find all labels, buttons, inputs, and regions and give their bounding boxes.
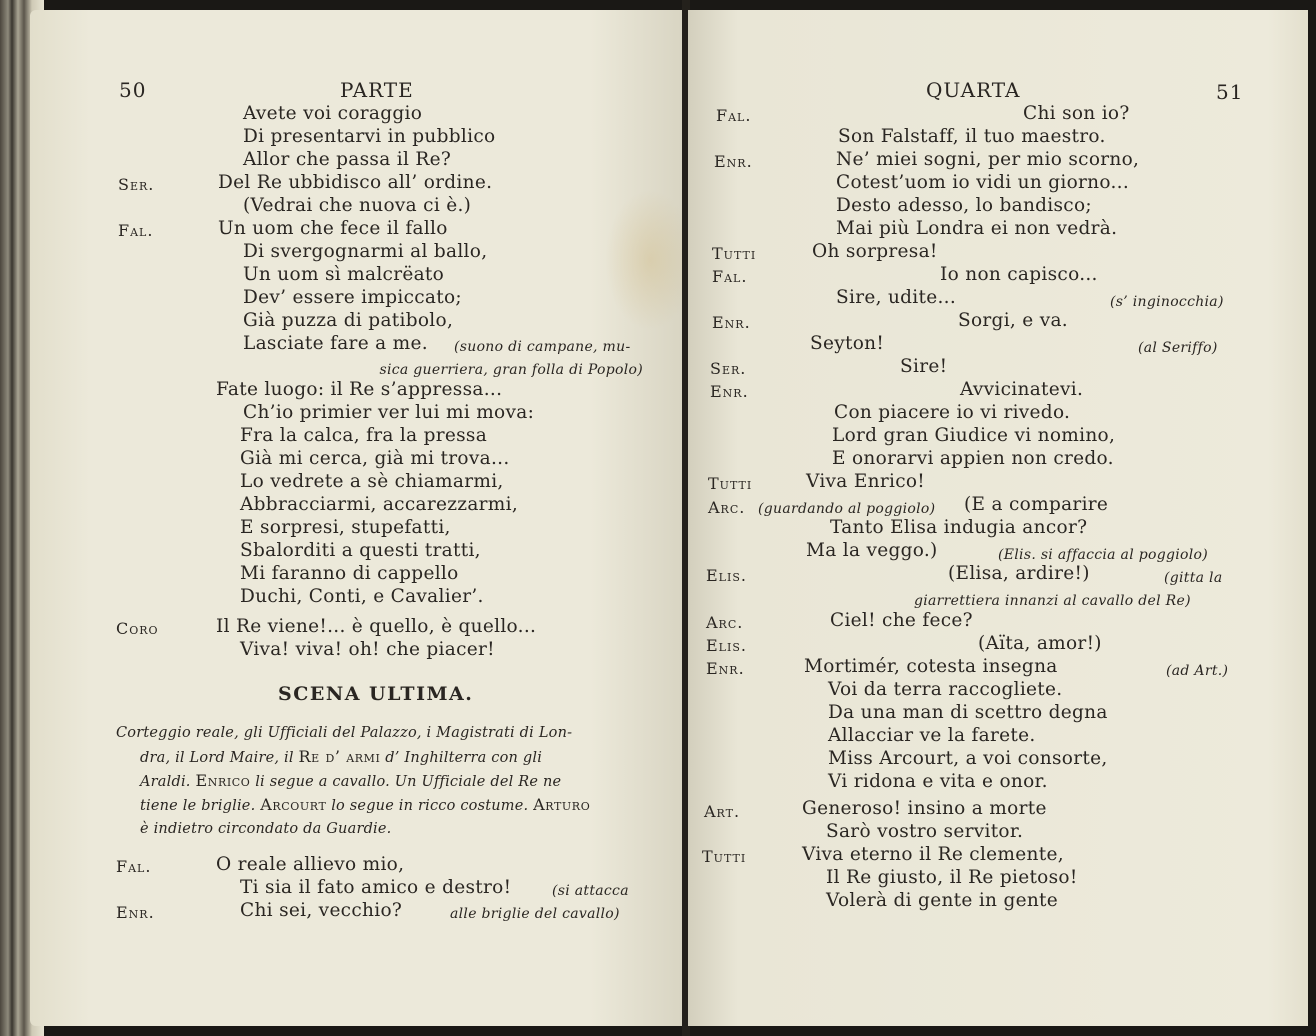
verse-line: Un uom sì malcrëato: [243, 264, 445, 285]
verse-line: Ciel! che fece?: [830, 610, 973, 631]
stage-direction: alle briglie del cavallo): [450, 906, 620, 922]
verse-line: Lasciate fare a me.: [243, 333, 428, 354]
verse-line: Cotest’uom io vidi un giorno...: [836, 172, 1130, 193]
verse-line: Sire, udite...: [836, 287, 957, 308]
verse-line: Lo vedrete a sè chiamarmi,: [240, 471, 504, 492]
verse-line: Volerà di gente in gente: [826, 890, 1059, 911]
verse-line: E sorpresi, stupefatti,: [240, 517, 451, 538]
scene-description-line: è indietro circondato da Guardie.: [140, 821, 392, 837]
verse-line: Lord gran Giudice vi nomino,: [832, 425, 1116, 446]
stage-direction: (s’ inginocchia): [1110, 294, 1224, 310]
speaker-label: Arc.: [706, 613, 744, 632]
verse-line: Sorgi, e va.: [958, 310, 1068, 331]
verse-line: Avete voi coraggio: [243, 103, 423, 124]
stage-direction: (guardando al poggiolo): [758, 501, 936, 517]
verse-line: Chi son io?: [1023, 103, 1130, 124]
left-page: [30, 10, 685, 1026]
speaker-label: Fal.: [116, 857, 152, 876]
verse-line: Da una man di scettro degna: [828, 702, 1108, 723]
verse-line: Di svergognarmi al ballo,: [243, 241, 488, 262]
verse-line: Ch’io primier ver lui mi mova:: [243, 402, 535, 423]
verse-line: Miss Arcourt, a voi consorte,: [828, 748, 1108, 769]
verse-line: Mai più Londra ei non vedrà.: [836, 218, 1118, 239]
stage-direction: sica guerriera, gran folla di Popolo): [379, 362, 643, 378]
scene-description-line: tiene le briglie. Arcourt lo segue in ricco costume. Arturo: [140, 795, 591, 814]
speaker-label: Enr.: [706, 659, 745, 678]
speaker-label: Fal.: [118, 221, 154, 240]
left-running-head: PARTE: [340, 78, 414, 102]
verse-line: Mortimér, cotesta insegna: [804, 656, 1058, 677]
verse-line: Tanto Elisa indugia ancor?: [830, 517, 1088, 538]
scene-description-line: dra, il Lord Maire, il Re d’ armi d’ Inghilterra con gli: [140, 747, 543, 766]
verse-line: Seyton!: [810, 333, 885, 354]
speaker-label: Fal.: [716, 106, 752, 125]
verse-line: (E a comparire: [964, 494, 1109, 515]
verse-line: Abbracciarmi, accarezzarmi,: [240, 494, 519, 515]
speaker-label: Elis.: [706, 566, 747, 585]
speaker-label: Ser.: [710, 359, 747, 378]
verse-line: Allor che passa il Re?: [243, 149, 452, 170]
verse-line: Viva eterno il Re clemente,: [802, 844, 1064, 865]
speaker-label: Enr.: [710, 382, 749, 401]
verse-line: Fate luogo: il Re s’appressa...: [216, 379, 503, 400]
scene-title: SCENA ULTIMA.: [278, 683, 474, 705]
stage-direction: (gitta la: [1164, 570, 1223, 586]
right-running-head: QUARTA: [926, 78, 1021, 102]
verse-line: Il Re giusto, il Re pietoso!: [826, 867, 1078, 888]
stage-direction: (al Seriffo): [1138, 340, 1218, 356]
speaker-label: Fal.: [712, 267, 748, 286]
verse-line: Viva! viva! oh! che piacer!: [240, 639, 495, 660]
speaker-label: Tutti: [712, 244, 757, 263]
verse-line: (Vedrai che nuova ci è.): [243, 195, 472, 216]
verse-line: Dev’ essere impiccato;: [243, 287, 462, 308]
scene-description-line: Araldi. Enrico li segue a cavallo. Un Ufficiale del Re ne: [140, 771, 562, 790]
speaker-label: Tutti: [702, 847, 747, 866]
verse-line: Sarò vostro servitor.: [826, 821, 1024, 842]
verse-line: Son Falstaff, il tuo maestro.: [838, 126, 1106, 147]
verse-line: Ne’ miei sogni, per mio scorno,: [836, 149, 1140, 170]
right-page-number: 51: [1216, 80, 1244, 104]
speaker-label: Tutti: [708, 474, 753, 493]
verse-line: Avvicinatevi.: [960, 379, 1084, 400]
verse-line: Di presentarvi in pubblico: [243, 126, 496, 147]
verse-line: Desto adesso, lo bandisco;: [836, 195, 1092, 216]
stage-direction: (ad Art.): [1166, 663, 1229, 679]
speaker-label: Enr.: [116, 903, 155, 922]
verse-line: Già puzza di patibolo,: [243, 310, 454, 331]
speaker-label: Arc.: [708, 498, 746, 517]
stage-direction: (suono di campane, mu-: [454, 339, 631, 355]
verse-line: Sbalorditi a questi tratti,: [240, 540, 481, 561]
verse-line: Vi ridona e vita e onor.: [828, 771, 1048, 792]
stage-direction: giarrettiera innanzi al cavallo del Re): [914, 593, 1191, 609]
verse-line: Del Re ubbidisco all’ ordine.: [218, 172, 493, 193]
verse-line: Allacciar ve la farete.: [828, 725, 1036, 746]
scene-description-line: Corteggio reale, gli Ufficiali del Palazzo, i Magistrati di Lon-: [116, 725, 573, 741]
right-page: [688, 10, 1308, 1026]
speaker-label: Ser.: [118, 175, 155, 194]
verse-line: Chi sei, vecchio?: [240, 900, 403, 921]
verse-line: Già mi cerca, già mi trova...: [240, 448, 510, 469]
stage-direction: (Elis. si affaccia al poggiolo): [998, 547, 1209, 563]
speaker-label: Elis.: [706, 636, 747, 655]
verse-line: Fra la calca, fra la pressa: [240, 425, 488, 446]
verse-line: Voi da terra raccogliete.: [828, 679, 1063, 700]
speaker-label: Coro: [116, 619, 159, 638]
verse-line: Io non capisco...: [940, 264, 1098, 285]
verse-line: (Elisa, ardire!): [948, 563, 1090, 584]
verse-line: Sire!: [900, 356, 948, 377]
verse-line: Ma la veggo.): [806, 540, 938, 561]
verse-line: Viva Enrico!: [806, 471, 926, 492]
verse-line: Con piacere io vi rivedo.: [834, 402, 1071, 423]
stage-direction: (si attacca: [552, 883, 629, 899]
verse-line: Mi faranno di cappello: [240, 563, 459, 584]
verse-line: Il Re viene!... è quello, è quello...: [216, 616, 537, 637]
verse-line: Un uom che fece il fallo: [218, 218, 448, 239]
foxing-stain: [605, 190, 685, 330]
verse-line: Oh sorpresa!: [812, 241, 938, 262]
speaker-label: Art.: [704, 802, 741, 821]
verse-line: E onorarvi appien non credo.: [832, 448, 1114, 469]
speaker-label: Enr.: [712, 313, 751, 332]
speaker-label: Enr.: [714, 152, 753, 171]
verse-line: Generoso! insino a morte: [802, 798, 1047, 819]
verse-line: Duchi, Conti, e Cavalier’.: [240, 586, 484, 607]
verse-line: (Aïta, amor!): [978, 633, 1102, 654]
verse-line: O reale allievo mio,: [216, 854, 405, 875]
verse-line: Ti sia il fato amico e destro!: [240, 877, 512, 898]
left-page-number: 50: [119, 78, 147, 102]
